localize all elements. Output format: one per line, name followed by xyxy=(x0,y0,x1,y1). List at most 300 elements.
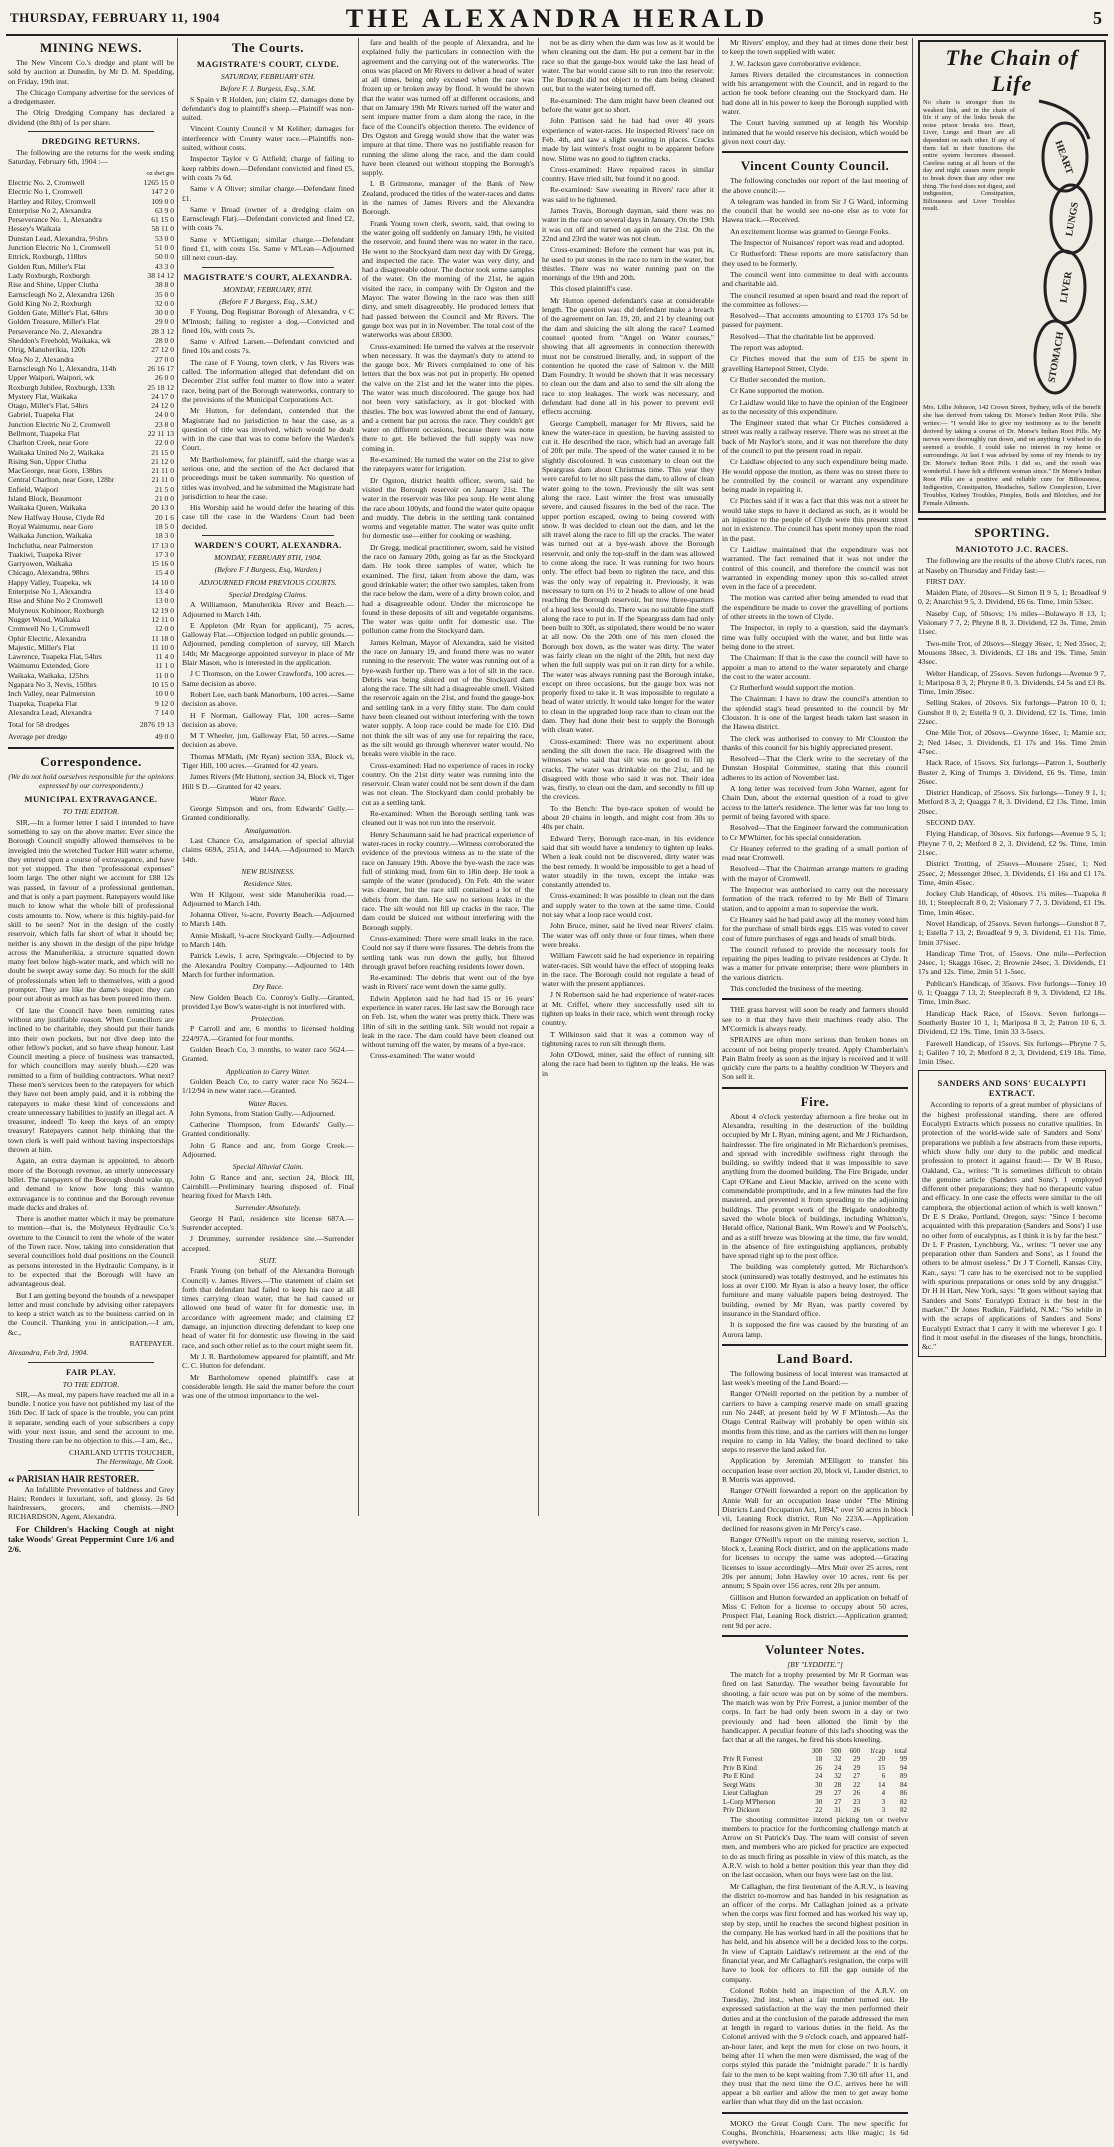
fire-heading: Fire. xyxy=(800,1093,830,1109)
score-cell: 32 xyxy=(834,1755,842,1763)
court-cases xyxy=(182,1173,354,1201)
dredge-yield: 26 0 0 xyxy=(155,373,174,383)
returns-units: oz dwt grs xyxy=(146,169,174,177)
article-paragraph: One Mile Trot, of 20sovs—Gwynne 16sec, 1; Mamie scr, 2; Ned 14sec, 3. Dividends, £1 17s and 16s. Time 2min 47sec. xyxy=(918,728,1106,756)
court-bench: (Before F J Burgess, Esq., S.M.) xyxy=(219,296,317,306)
council-report xyxy=(722,176,908,993)
column-rule xyxy=(358,38,359,1516)
article-paragraph: But I am getting beyond the bounds of a newspaper letter and must conclude by advising other ratepayers to keep a strict watch as to the business carried on in the Council. Thanking you in anticipation.—I am, &c., xyxy=(8,1290,174,1337)
dredge-yield: 11 18 0 xyxy=(151,633,174,643)
article-paragraph: Cross-examined: It was possible to clean out the dam and supply water to the town at the same time. Could not say what a loop race would cost. xyxy=(542,891,714,920)
article-paragraph: Cross-examined: Before the cement bar was put in, he used to put stones in the race to turn in the water, but thistles. There was no water running past on the mornings of the 19th and 20th. xyxy=(542,245,714,283)
dredge-return-row xyxy=(8,615,174,624)
article-paragraph: FIRST DAY. xyxy=(926,576,966,586)
article-paragraph: Application by Jeremiah M'Elligott to transfer his occupation lease over section 20, block vi, Lauder district, to R Morris was approved. xyxy=(722,1456,908,1485)
article-paragraph: Farewell Handicap, of 15sovs. Six furlongs—Phryne 7 5, 1; Galileo 7 10, 2; Metford 8 2, 3, Dividend, £19 18s. Time, 1min 19sec. xyxy=(918,1038,1106,1067)
ad-side-text: No chain is stronger than its weakest link, and in the chain of life if any of the links break the noise prison breaks too. Heart, Liver, Lungs and Heart are all dependent on each other. If any of them fail in their functions the entire system becomes diseased. Careless eating at all hours of the day and night causes more people to break down than any other one thing. The food does not digest, and indigestion, Constipation, Biliousness and Liver Troubles result. xyxy=(923,99,1015,213)
article-paragraph: The Chicago Company advertise for the services of a dredgemaster. xyxy=(8,87,174,107)
divider xyxy=(28,1362,154,1363)
article-paragraph: E Appleton (Mr Ryan for applicant), 75 acres, Galloway Flat.—Objection lodged on public grounds.—Adjourned, pending completion of survey, till March 14th; Mr Macgeorge appointed surveyor in place of Mr Blair Mason, who is interested in the application. xyxy=(182,620,354,668)
dredge-yield: 24 0 0 xyxy=(155,410,174,420)
dredge-name: Otago, Miller's Flat, 54hrs xyxy=(8,401,89,411)
article-paragraph: Handicap Hack Race, of 15sovs. Seven furlongs—Southerly Buster 10 1, 1; Mariposa 8 3, 2; Patron 10 6, 3. Dividend, £2 19s. Time, 1min 33 3-5secs. xyxy=(918,1008,1106,1037)
score-cell: 89 xyxy=(900,1772,907,1780)
subheading: Application to Carry Water. xyxy=(225,1066,311,1076)
article-paragraph: Re-examined: He turned the water on the 21st to give the ratepayers water for irrigation. xyxy=(362,455,534,474)
article-paragraph: Henry Schaumann said he had practical experience of water-races in rocky country.—Witness corroborated the evidence of the previous witness as to the state of the race on January 19th. Above the bye-wash the race was full of stinking mud, from 6in to 18in deep. He took a sample of the water (produced). On Feb. 4th the water was cleaner, but the race still contained a lot of the debris from the dam. He saw no serious leaks in the race. The silt would not fill up cracks in the race. The dam could be sluiced out without interfering with the Borough supply. xyxy=(362,829,534,932)
dredge-return-row xyxy=(8,652,174,661)
score-cell: 4 xyxy=(881,1789,886,1797)
dredge-name: Perseverance No. 2, Alexandra xyxy=(8,326,102,336)
dredge-yield: 21 15 0 xyxy=(151,447,174,457)
article-paragraph: Mr Callaghan, the first lieutenant of the A.R.V., is leaving the district to-morrow and has handed in his resignation as an officer of the corps. Mr Callaghan joined as a private when the corps was first formed and has worked his way up, step by step, until he reaches the second highest position in the company. He has worked hard in all the positions that he has held, and his absence will be a decided loss to the corps. In view of Captain Laidlaw's retirement at the end of the financial year, and Mr Callaghan's resignation, the corps will have to look for officers to fill the gap outside of the company. xyxy=(722,1881,908,1984)
article-paragraph: Cr Pitches moved that the sum of £15 be spent in gravelling Hartepool Street, Clyde. xyxy=(722,354,908,373)
dredge-return-row xyxy=(8,215,174,224)
article-paragraph: Publican's Handicap, of 35sovs. Five furlongs—Toney 10 0, 1; Quagga 7 13, 2; Steeplecraft 8 9, 3. Dividend, £2 18s. Time, 1min 8sec. xyxy=(918,978,1106,1007)
dredge-name: Island Block, Beaumont xyxy=(8,494,82,504)
article-paragraph: George Campbell, manager for Mr Rivers, said he knew the water-race in question, he having assisted to cut it. He described the race, which had an average fall of 20ft per mile. The speed of the water caused it to be slightly discoloured. It was customary to clean out the Speargrass dam about Christmas time. This year they were careful to let no silt pass the dam, to allow of clean water going to the town. Previously the silt was sent along the race. Last winter the frost was unusually severe, and caused fissures in the bed of the race. The upper portion escaped, owing to being covered with snow. It was decided to clean out the dam, and let the silt travel along the race to fill up the cracks. The water was turned out at a bye-wash above the Borough reservoir, and only the top-stuff in the dam was allowed to come along the race. It was running for two hours only. The effect had been to tighten the race, and this was the only way of repairing it. Previously, it was necessary to turn on 1½ to 2 heads to allow of one head reaching the Borough reservoir, but now three-quarters of a head less would do. There was no suitable fine stuff along the race to put in. If the Speargrass dam had only been built to 30ft, as stipulated, there would be no water at all now. On the 20th one of his men closed the Borough box down, as the water was dirty. The water was fairly clean on the night of the 20th, but next day when the full supply was put on it ran dirty for a while. The water was always running past the Borough intake, except on three occasions, but the gauge box was not properly fixed to take it. It was impossible to regulate a head of water strictly. It would take longer for the water to clean in the upgraded loop race than to clean out the dam. They had done their best to supply the Borough with clean water. xyxy=(542,418,714,735)
dredge-yield: 10 15 0 xyxy=(151,680,174,689)
dredge-yield: 17 13 0 xyxy=(151,540,174,550)
dredge-yield: 27 0 0 xyxy=(155,354,174,364)
dredge-return-row xyxy=(8,364,174,373)
ad-initial: “ xyxy=(8,1474,15,1490)
dredge-name: Rise and Shine No 2 Cromwell xyxy=(8,596,103,606)
dredge-return-row xyxy=(8,578,174,587)
dredge-return-row xyxy=(8,290,174,299)
dredge-name: Waikaka Queen, Waikaka xyxy=(8,503,87,513)
article-paragraph: Mr Bartholomew, for plaintiff, said the charge was a serious one, and the section of the Act declared that proceedings must be taken summarily. No question of titles was involved, and he submitted the Magistrate had jurisdiction to hear the case. xyxy=(182,454,354,501)
dredge-return-row xyxy=(8,624,174,633)
article-paragraph: Naseby Cup, of 50sovs; 1¾ miles—Bulawayo 8 13, 1; Visionary 7 7, 2; Phryne 8 8, 3. Dividend, £2 3s. Time, 2min 11sec. xyxy=(918,608,1106,637)
dredge-return-row xyxy=(8,355,174,364)
article-paragraph: Last Chance Co, amalgamation of special alluvial claims 669A, 251A, and 144A.—Adjourned to March 14th. xyxy=(182,836,354,864)
article-paragraph: The council refused to provide the necessary tools for repairing the pipes leading to private residences at Clyde. It was a matter for private enterprise; there were plumbers in the various districts. xyxy=(722,944,908,982)
dredge-name: Perseverance No. 1, Alexandra xyxy=(8,215,102,225)
article-paragraph: Robert Lee, each bank Manorburn, 100 acres.—Same decision as above. xyxy=(182,689,354,709)
court-report-continued xyxy=(542,38,714,1078)
article-paragraph: fare and health of the people of Alexandra, and he explained fully the particulars in connection with the agreement and the carrying out of the waterworks. The onus was placed on Mr Rivers to deliver a head of water at all times, being only excused when the race was frozen up or broken away by flood. It would be shown that the water was turned off at different occasions, and that on January 19th Mr Rivers turned off the water and sent impure matter from a dam along the race, in the face of the Council's objection thereto. The evidence of Drs Ogston and Gregg would show that the water was impure at that time. There was no justifiable reason for running the slime along the race, and the dam could have been cleaned out without stopping the Borough's supply. xyxy=(362,38,534,178)
score-row xyxy=(722,1747,908,1756)
score-cell: 29 xyxy=(853,1755,861,1763)
dredge-return-row xyxy=(8,671,174,680)
article-paragraph: Inspector Taylor v G Attfield; charge of failing to keep rabbits down.—Defendant convicted and fined £5, with costs 7s 6d. xyxy=(182,154,354,182)
article-paragraph: Resolved—That the Chairman arrange matters re grading with the mayor of Cromwell. xyxy=(722,864,908,883)
ad-title: The Chain of Life xyxy=(945,45,1079,96)
article-paragraph: Cr Kane supported the motion. xyxy=(730,386,824,396)
dredge-name: Sheddon's Freehold, Waikaka, wk xyxy=(8,336,111,346)
dredge-name: New Halfway House, Clyde Rd xyxy=(8,512,105,522)
score-cell: 29 xyxy=(853,1763,861,1772)
article-paragraph: P Carroll and anr, 6 months to licensed holding 224/97A.—Granted for four months. xyxy=(182,1024,354,1043)
dredge-return-row xyxy=(8,345,174,354)
article-paragraph: J. W. Jackson gave corroborative evidence. xyxy=(730,58,861,68)
dredge-yield: 147 2 0 xyxy=(151,187,174,197)
article-paragraph: Thomas M'Math, (Mr Ryan) section 33A, Block vi, Tiger Hill, 100 acres.—Granted for 42 years. xyxy=(182,751,354,770)
masthead xyxy=(6,4,1108,36)
article-paragraph: Wm H Kilgour, west side Manuherikia road.—Adjourned to March 14th. xyxy=(182,889,354,908)
score-cell: Sergt Watts xyxy=(723,1780,756,1789)
dredge-return-row xyxy=(8,661,174,670)
dredge-name: Enterprise No 1, Alexandra xyxy=(8,587,92,597)
dredge-return-row xyxy=(8,401,174,410)
column-2 xyxy=(182,38,354,1516)
dredge-name: Cromwell No 1, Cromwell xyxy=(8,624,90,634)
article-paragraph: Cr Heaney said he had paid away all the money voted him for the purchase of small birds eggs. £15 was voted to cover cost of future purchases of eggs and heads of small birds. xyxy=(722,914,908,943)
court-bench: (Before F J Burgess, Esq, Warden.) xyxy=(214,565,322,575)
dredge-return-row xyxy=(8,587,174,596)
dredge-return-row xyxy=(8,252,174,261)
total-label: Total for 58 dredges xyxy=(8,720,70,730)
dredge-name: Royal Waimumu, near Gore xyxy=(8,521,94,531)
subheading: Residence Sites. xyxy=(243,879,293,889)
dredge-return-row xyxy=(8,494,174,503)
dredge-return-row xyxy=(8,503,174,512)
dredge-name: Hartley and Riley, Cromwell xyxy=(8,196,96,206)
article-paragraph: This closed plaintiff's case. xyxy=(550,284,633,294)
dredge-yield: 24 17 0 xyxy=(151,391,174,401)
court-cases xyxy=(182,95,354,263)
land-board-report xyxy=(722,1369,908,1630)
court-cases xyxy=(182,993,354,1012)
divider xyxy=(202,535,334,536)
article-paragraph: Edwin Appleton said he had had 15 or 16 years' experience in water races. He last saw the Borough race on Feb. 1st, when the water was pretty thick. There was 18in of silt in the settling tank. Silt would not repair a leak in the race. The dam could have been cleaned out without turning off the water, by means of a bye-race. xyxy=(362,993,534,1050)
article-paragraph: S Spain v R Holden, jun; claim £2, damages done by defendant's dog to plaintiff's sheep.—Plaintiff was non-suited. xyxy=(182,94,354,123)
dredge-name: Junction Electric No 1, Cromwell xyxy=(8,243,111,253)
article-paragraph: The Olrig Dredging Company has declared a dividend (the 8th) of 1s per share. xyxy=(8,108,174,127)
score-cell: 30 xyxy=(815,1797,823,1806)
dredge-name: Majestic, Miller's Flat xyxy=(8,642,75,652)
dredge-yield: 24 12 0 xyxy=(151,401,174,411)
article-paragraph: Golden Beach Co, to carry water race No 5624—1/12/94 in new water race.—Granted. xyxy=(182,1076,354,1096)
article-paragraph: His Worship said he would defer the hearing of this case till the case in the Wardens Court had been decided. xyxy=(182,503,354,531)
dredge-return-row xyxy=(8,689,174,698)
average-value: 49 0 0 xyxy=(155,732,174,742)
article-paragraph: James Kelman, Mayor of Alexandra, said he visited the race on January 19, and found there was no water running to the reservoir. The water was running out of a bye-wash further up. There was a lot of silt in the race. Debris was being sluiced out of the Stockyard dam along the race. The silt had a disagreeable smell. Visited the reservoir again on the 21st, and found the gauge-box and settling tank in a very filthy state. The dam could have been cleaned out without interfering with the town water supply. A loop race could be made for £10. Did not think the silt was of any use for repairing the race, as the silt would go through wherever water would. No breaks were visible in the race. xyxy=(362,637,534,759)
court-date: MONDAY, FEBRUARY 8TH, 1904. xyxy=(214,553,322,563)
article-paragraph: The match for a trophy presented by Mr R Gorman was fired on last Saturday. The weather being favourable for shooting, a fair score was put on by some of the members. The match was won by Priv Forrest, a junior member of the corps. In fact he had only been sworn in a day or two previously and had been allotted the limit by the handicapper. A peculiar feature of this lad's shooting was the fact that at all the ranges, he fired his shots kneeling. xyxy=(722,1670,908,1745)
dredge-yield: 63 9 0 xyxy=(155,205,174,215)
byline: [BY "LYDDITE."] xyxy=(787,1659,843,1669)
letter-place: Alexandra, Feb 3rd, 1904. xyxy=(8,1348,89,1358)
dredge-name: Bellmont, Tuapeka Flat xyxy=(8,428,80,438)
subheading: Protection. xyxy=(251,1014,285,1024)
score-cell: Pte E Kind xyxy=(723,1772,754,1780)
article-paragraph: Johanna Oliver, ¼-acre, Poverty Beach.—Adjourned to March 14th. xyxy=(182,910,354,929)
article-paragraph: There is another matter which it may be premature to mention—that is, the Molyneux Hydraulic Co.'s overture to the Council to rent the whole of the water of the Town race. Now, taking into consideration that several councillors hold dual positions on the Council as persons interested in the Hydraulic Company, is it to be expected that the Borough will have an advantageous deal. xyxy=(8,1214,174,1289)
divider xyxy=(28,131,154,132)
dredge-yield: 14 10 0 xyxy=(151,577,174,587)
dredge-name: Olrig, Manuherikia, 120h xyxy=(8,345,86,355)
court-heading: WARDEN'S COURT, ALEXANDRA. xyxy=(194,540,342,551)
dredge-yield: 28 3 12 xyxy=(151,326,174,336)
dredge-name: Enterprise No 2, Alexandra xyxy=(8,205,92,215)
score-cell: Priv B Kind xyxy=(723,1763,757,1772)
score-cell: 84 xyxy=(900,1780,907,1789)
article-paragraph: District Handicap, of 25sovs. Six furlongs—Toney 9 1, 1; Metford 8 3, 2; Quagga 7 8, 3. Dividend, £2 13s. Time, 1min 20sec. xyxy=(918,788,1106,816)
subheading: Amalgamation. xyxy=(244,825,292,835)
letter-heading: FAIR PLAY. xyxy=(66,1366,116,1377)
article-paragraph: Mr Rivers' employ, and they had at times done their best to keep the town supplied with water. xyxy=(722,38,908,57)
article-paragraph: Cr Laidlaw maintained that the expenditure was not warranted. The fact remained that it was not under the control of this council, and therefore the council was not warranted in expending money upon this so-called street even in the face of a precedent. xyxy=(722,544,908,592)
article-paragraph: SPRAINS are often more serious than broken bones on account of not being properly treated. Apply Chamberlain's Pain Balm freely as soon as the injury is received and it will quickly cure the parts to a healthy condition W Theyers and Son sell it. xyxy=(722,1035,908,1082)
dredge-name: Mystery Flat, Waikaka xyxy=(8,391,78,401)
article-paragraph: An excitement license was granted to George Fooks. xyxy=(730,226,891,236)
dredge-name: Happy Valley, Tuapeka, wk xyxy=(8,577,92,587)
dredge-name: Central Charlton, near Gore, 128hr xyxy=(8,475,115,485)
chain-link-label: LIVER xyxy=(1058,270,1075,304)
dredge-name: Earnscleugh No 2, Alexandra 126h xyxy=(8,289,115,299)
dredge-name: Waikaka United No 2, Waikaka xyxy=(8,447,104,457)
dredge-yield: 13 0 0 xyxy=(155,596,174,606)
score-row xyxy=(722,1806,908,1815)
article-paragraph: George Simpson and ors, from Edwards' Gully.—Granted conditionally. xyxy=(182,804,354,823)
score-cell: 22 xyxy=(815,1806,823,1814)
dredge-name: Gold King No 2, Roxburgh xyxy=(8,298,92,308)
article-paragraph: John Symons, from Station Gully.—Adjourned. xyxy=(190,1108,336,1118)
article-paragraph: Welter Handicap, of 25sovs. Seven furlongs—Avenue 9 7, 1; Mariposa 8 3, 2; Phryne 8 0, 3. Dividends, £4 5s and £3 8s. Time, 1min 39sec. xyxy=(918,668,1106,697)
article-paragraph: The Inspector was authorised to carry out the necessary formation of the track referred to by Mr Bell of Timaru station, and to appoint a man to supervise the work. xyxy=(722,885,908,913)
article-paragraph: Cross-examined: There were small leaks in the race. Could not say if there were fissures. The debris from the settling tank was run down the gully, but filtered through gravel before reaching residents lower down. xyxy=(362,933,534,971)
article-paragraph: The clerk was authorised to convey to Mr Clouston the thanks of this council for his highly appreciated present. xyxy=(722,733,908,752)
article-paragraph: not be as dirty when the dam was low as it would be when cleaning out the dam. He put a cement bar in the race so that the gauge-box would take the last head of water. The bar would cause silt to run into the reservoir. The Borough did not object to the dam being cleaned out, but to the water being turned off. xyxy=(542,38,714,94)
dredge-yield: 50 0 0 xyxy=(155,252,174,262)
article-paragraph: Re-examined: The dam might have been cleaned out before the water got so short. xyxy=(542,95,714,115)
dredge-yield: 11 1 0 xyxy=(155,661,174,671)
dredge-return-row xyxy=(8,513,174,522)
article-paragraph: The New Vincent Co.'s dredge and plant will be sold by auction at Dunedin, by Mr D. M. Spedding, on Friday, 19th inst. xyxy=(8,58,174,86)
score-cell: 22 xyxy=(853,1780,861,1789)
returns-total xyxy=(8,720,174,729)
dredge-return-row xyxy=(8,438,174,447)
advertisement-hair-restorer xyxy=(8,1475,174,1521)
dredge-return-row xyxy=(8,336,174,345)
dredge-return-row xyxy=(8,643,174,652)
court-cases xyxy=(182,1077,354,1096)
dredge-return-row xyxy=(8,197,174,206)
article-paragraph: Resolved—That the charitable list be approved. xyxy=(730,331,876,341)
dredge-yield: 22 11 13 xyxy=(147,428,174,438)
dredge-yield: 109 0 0 xyxy=(151,196,174,206)
dredge-yield: 35 0 0 xyxy=(155,289,174,299)
article-paragraph: Again, an extra dayman is appointed, to absorb more of the Borough revenue, an utterly unnecessary billet. The ratepayers of the Borough should wake up, and demand to know how long this wanton extravagance is to continue and the Borough revenue made ducks and drakes of. xyxy=(8,1156,174,1212)
dredge-yield: 9 12 0 xyxy=(155,698,174,708)
divider xyxy=(722,1635,908,1637)
score-row xyxy=(722,1781,908,1790)
subheading: Special Dredging Claims. xyxy=(228,589,308,599)
dredge-yield: 38 14 12 xyxy=(147,270,174,280)
dredge-yield: 21 11 0 xyxy=(151,466,174,476)
article-paragraph: Annie Miskall, ¼-acre Stockyard Gully.—Adjourned to March 14th. xyxy=(182,930,354,950)
article-paragraph: Re-examined: When the Borough settling tank was cleaned out it was not run into the reservoir. xyxy=(362,809,534,828)
dredge-name: Enfield, Waipori xyxy=(8,484,59,494)
column-rule xyxy=(538,38,539,1516)
dredge-yield: 30 0 0 xyxy=(155,308,174,318)
dredge-return-row xyxy=(8,531,174,540)
dredge-name: Upper Waipori, Waipori, wk xyxy=(8,373,95,383)
dredge-name: Chicago, Alexandra, 98hrs xyxy=(8,568,89,578)
article-paragraph: New Golden Beach Co. Conroy's Gully.—Granted, provided Lye Bow's water-right is not interfered with. xyxy=(182,992,354,1011)
score-cell: Priv Dickson xyxy=(723,1806,760,1814)
court-cases xyxy=(182,1109,354,1159)
article-paragraph: District Trotting, of 25sovs—Mousere 25sec, 1; Ned 25sec, 2; Messenger 20sec, 3. Dividends, £1 16s and £1 17s. Time, 4min 45sec. xyxy=(918,859,1106,887)
article-paragraph: Mr Hutton, for defendant, contended that the Magistrate had no jurisdiction to hear the case, as a question of title was involved, which would be dealt with in the case that was to come before the Warden's Court. xyxy=(182,406,354,453)
dredge-name: Golden Gate, Miller's Flat, 64hrs xyxy=(8,308,109,318)
dredge-return-row xyxy=(8,308,174,317)
score-row xyxy=(722,1789,908,1798)
subheading: Water Race. xyxy=(249,793,287,803)
score-cell: 24 xyxy=(834,1763,842,1772)
column-3 xyxy=(362,38,534,1516)
race-meeting-heading: MANIOTOTO J.C. RACES. xyxy=(955,544,1069,555)
divider xyxy=(722,998,908,1000)
article-paragraph: Dr Gregg, medical practitioner, sworn, said he visited the race on January 20th, going as far as the Stockyard dam. He took three samples of water, which he examined. The first, taken from above the dam, was good drinkable water; the other two samples, taken from the race below the dam, were of a dirty brown color, and had a disagreeable odour. Under the microscope he found in these deposits of silt and vegetable organisms. The water was quite unfit for domestic use. The pollution came from the Stockyard dam. xyxy=(362,542,534,636)
court-report-conclusion xyxy=(722,38,908,146)
dredge-return-row xyxy=(8,606,174,615)
ad-title: PARISIAN HAIR RESTORER. xyxy=(16,1474,139,1485)
dredge-name: Waikaka Junction, Waikaka xyxy=(8,531,93,541)
average-label: Average per dredge xyxy=(8,732,68,742)
article-paragraph: About 4 o'clock yesterday afternoon a fire broke out in Alexandra, resulting in the destruction of the building occupied by Mr L Ryan, mining agent, and Mr J Richardson, hairdresser. The fire originated in Mr Richardson's premises, and spread with incredible swiftness right through the building, so swiftly indeed that it was impossible to save anything from the doomed building. The Fire Brigade, under Capt O'Kane and Lieut Mackie, arrived on the scene with commendable promptitude, and in a few minutes had the fire mastered, and prevented it from spreading to the adjoining buildings. The prompt work of the Brigade undoubtedly saved the whole block of buildings, including Whitton's, Herald office, National Bank, Wm Rowe's and W Poolsch's, and as a stiff breeze was blowing at the time, the fire would, in the absence of fire extinguishing appliances, probably have spread right up to the post office. xyxy=(722,1111,908,1261)
chain-link-label: STOMACH xyxy=(1046,330,1067,384)
article-paragraph: THE grass harvest will soon be ready and farmers should see to it that they have their machines ready also. The M'Cormick is always ready. xyxy=(722,1005,908,1033)
article-paragraph: James Travis, Borough dayman, said there was no water in the race on several days in January. On the 19th it was cut off and turned on again on the 21st. On the 22nd and 23rd the water was not clean. xyxy=(542,206,714,243)
article-paragraph: Selling Stakes, of 20sovs. Six furlongs—Patron 10 0, 1; Gunshot 8 0, 2; Estella 9 0, 3. Dividend, £2 1s. Time, 1min 22sec. xyxy=(918,698,1106,727)
subheading: SUIT. xyxy=(259,1255,277,1265)
vincent-county-council-heading: Vincent County Council. xyxy=(740,158,890,174)
volunteer-report xyxy=(722,1670,908,1744)
article-paragraph: To the Bench: The bye-race spoken of would be about 20 chains in length, and might cost from 30s to 40s per chain. xyxy=(542,803,714,832)
score-row xyxy=(722,1772,908,1781)
article-paragraph: The council resumed at open board and read the report of the committee as follows:— xyxy=(722,290,908,309)
divider xyxy=(722,1087,908,1089)
article-paragraph: This concluded the business of the meeting. xyxy=(730,984,864,994)
article-paragraph: Frank Young town clerk, sworn, said, that owing to the water going off suddenly on January 19th, he visited the reservoir, and found there was no water in the race. He went to the Stockyard dam next day with Dr Gregg, and inspected the race. The water was very dirty, and had a disagreeable odour. The doctor took some samples of the water. On the morning of the 21st, he again visited the race, in company with Dr Ogston and the Mayor. The water flowing in the race was then still dirty, and smelt disagreeably. He produced letters that had passed between the Council and Mr Rivers. The gauge box was put in in November. The total cost of the waterworks was about £8300. xyxy=(362,218,534,340)
article-paragraph: Resolved—That the Clerk write to the secretary of the Dunstan Hospital Committee, stating that this council adheres to its action of November last. xyxy=(722,754,908,782)
dredge-return-row xyxy=(8,299,174,308)
dredge-name: Alexandra Lead, Alexandra xyxy=(8,707,92,717)
letter-salutation: TO THE EDITOR. xyxy=(62,1379,120,1389)
article-paragraph: Hack Race, of 15sovs. Six furlongs—Patron 1, Southerly Buster 2, King of Trumps 3. Dividend, £6 9s. Time, 1min 26sec. xyxy=(918,758,1106,786)
eucalypti-advertisement xyxy=(918,1070,1106,1357)
article-paragraph: Cr Heaney referred to the grading of a small portion of road near Cromwell. xyxy=(722,843,908,863)
score-cell: 27 xyxy=(853,1772,861,1780)
court-cases xyxy=(182,307,354,531)
dredge-yield: 21 12 0 xyxy=(151,456,174,466)
subheading: Dry Race. xyxy=(252,982,284,992)
dredge-name: Gabriel, Tuapeka Flat xyxy=(8,410,75,420)
chain-illustration xyxy=(1019,99,1105,401)
divider xyxy=(722,1344,908,1346)
score-cell: 26 xyxy=(853,1806,861,1814)
dredge-name: Tuakiwi, Tuapeka River xyxy=(8,549,82,559)
court-heading: MAGISTRATE'S COURT, ALEXANDRA. xyxy=(183,271,353,282)
article-paragraph: The Chairman: I have to draw the council's attention to the splendid stag's head presented to the council by Mr Clouston. It is one of the largest heads taken last season in the Hawea district. xyxy=(722,694,908,732)
court-heading: MAGISTRATE'S COURT, CLYDE. xyxy=(196,59,340,69)
court-bench: Before F. J. Burgess, Esq., S.M. xyxy=(220,84,316,94)
article-paragraph: Resolved—That accounts amounting to £1703 17s 5d be passed for payment. xyxy=(722,311,908,330)
subheading: Special Alluvial Claim. xyxy=(232,1162,304,1172)
dredge-return-row xyxy=(8,568,174,577)
article-paragraph: The following concludes our report of the last meeting of the above council:— xyxy=(722,176,908,195)
article-paragraph: James Rivers (Mr Hutton), section 34, Block vi, Tiger Hill S D.—Granted for 42 years. xyxy=(182,772,354,791)
dredge-return-row xyxy=(8,448,174,457)
article-paragraph: Dr Ogston, district health officer, sworn, said he visited the Borough reservoir on January 21st. The water in the reservoir was like pea soup. He went along the race about 100yds, and found the water quite opaque and muddy. The debris in the settling tank contained worms and vegetable matter. The water was quite unfit for domestic use—either for cooking or washing. xyxy=(362,475,534,541)
divider xyxy=(202,267,334,268)
dredge-name: Waimumu Extended, Gore xyxy=(8,661,89,671)
article-paragraph: Ranger O'Neill's report on the mining reserve, section 1, block x, Leaning Rock district, and on the applications made for licenses to occupy the same was adopted.—Grazing licenses to issue accordingly—Mrs Muir over 25 acres, rent 20s per annum; John Hawley over 10 acres, rent 6s per annum; S Spain over 156 acres, rent 20s per annum. xyxy=(722,1534,908,1591)
score-cell: 27 xyxy=(834,1789,842,1797)
dredge-name: Golden Run, Miller's Flat xyxy=(8,261,86,271)
score-cell: 20 xyxy=(878,1755,886,1763)
dredge-yield: 10 0 0 xyxy=(155,689,174,699)
dredge-name: Roxburgh Jubilee, Roxburgh, 133h xyxy=(8,382,115,392)
dredge-return-row xyxy=(8,187,174,196)
score-cell: 14 xyxy=(878,1780,886,1789)
sporting-heading: SPORTING. xyxy=(974,525,1050,541)
dredge-name: Tuapeka, Tuapeka Flat xyxy=(8,698,78,708)
column-4 xyxy=(542,38,714,1516)
dredge-name: Lawrence, Tuapeka Flat, 54hrs xyxy=(8,652,102,662)
dredge-name: MacGeorge, near Gore, 138hrs xyxy=(8,466,103,476)
article-paragraph: The Court having summed up at length his Worship intimated that he would reserve his decision, which would be given next court day. xyxy=(722,118,909,146)
article-paragraph: L B Grimstone, manager of the Bank of New Zealand, produced the titles of the water-races and dams in the names of James Rivers and the Alexandra Borough. xyxy=(362,179,534,217)
dredge-yield: 29 0 0 xyxy=(155,317,174,327)
article-paragraph: William Fawcett said he had experience in repairing water-races. Silt would have the effect of stopping leaks in the race. The Borough could not regulate a head of water with the present appliances. xyxy=(542,951,714,989)
letter-heading: MUNICIPAL EXTRAVAGANCE. xyxy=(24,794,158,805)
article-paragraph: SIR,—In a former letter I said I intended to have something to say on the above matter. Ever since the Borough Council stupidly allowed themselves to be inveigled into the wretched Tucker Hill water scheme, they entered upon a course of extravagance, and have not yet stopped. The then "professional expenses" loom large. The other night we account for £88 12s was passed, in favour of a professional gentleman, and that is only a part payment. Ratepayers would like much to know what the whole bill of professional costs amounts to. Now, where is this highly-paid-for skill to be seen? Not in the design of the costly reservoir, which falls far short of what it should be; neither is any shown in the design of the pipe bridge across the Manuherikia, a structure squatted down many feet below high-water mark, and which will no doubt be swept away some day. So much for the skill of professionals when left to themselves, with a good prompter. They are like the dame's teapot: they can pour out about as much as has been poured into them. xyxy=(8,817,174,1004)
column-1 xyxy=(8,38,174,1554)
court-date: SATURDAY, FEBRUARY 6TH. xyxy=(220,72,316,81)
article-paragraph: Patrick Lewis, 1 acre, Springvale.—Objected to by the Alexandra Poultry Company.—Adjourned to 14th March for further information. xyxy=(182,951,354,979)
article-paragraph: Same v Broad (owner of a dredging claim on Earnscleugh Flat).—Defendant convicted and fined £2, with costs 7s. xyxy=(182,204,354,233)
dredge-yield: 11 4 0 xyxy=(155,652,174,662)
article-paragraph: Ranger O'Neill reported on the petition by a number of carriers to have a camping reserve made on small grazing run No 244F, at present held by W F M'Intosh.—As the Otago Central Railway will probably be open within six months from this time, and as the carriers will then no longer require to camp in Ida Valley, the board declined to take steps to reserve the land asked for. xyxy=(722,1389,908,1455)
ad-title: SANDERS AND SONS' EUCALYPTI EXTRACT. xyxy=(937,1078,1087,1099)
dredge-name: Garryowen, Waikaka xyxy=(8,559,73,569)
article-paragraph: John G Rance and anr, section 24, Block III, Cairnhill.—Preliminary hearing disposed of. Final hearing fixed for March 14th. xyxy=(182,1172,354,1201)
article-paragraph: The Inspector of Nuisances' report was read and adopted. xyxy=(730,238,905,248)
dredge-return-row xyxy=(8,429,174,438)
article-paragraph: F Young, Dog Registrar Borough of Alexandra, v C M'Intosh; failing to register a dog.—Convicted and fined 10s, with costs 7s. xyxy=(182,307,354,335)
article-paragraph: A Williamson, Manuherikia River and Beach.—Adjourned to March 14th. xyxy=(182,600,354,619)
article-paragraph: John O'Dowd, miner, said the effect of running silt along the race had been to tighten up the leaks. He was in xyxy=(542,1050,714,1078)
ad-body xyxy=(923,99,1101,401)
score-cell: 3 xyxy=(881,1806,886,1814)
letter-salutation: TO THE EDITOR. xyxy=(62,807,120,817)
score-cell: 300 xyxy=(811,1746,823,1755)
dredging-returns-heading: DREDGING RETURNS. xyxy=(41,136,141,147)
dredge-yield: 20 13 0 xyxy=(151,503,174,513)
article-paragraph: Same v M'Gettigan; similar charge.—Defendant fined £1, with costs 15s. Same v M'Lean—Adjourned till next court-day. xyxy=(182,234,354,263)
article-paragraph: SECOND DAY. xyxy=(926,818,975,828)
article-paragraph: SIR,—As meal, my papers have reached me all in a bundle. I notice you have not published my last of the 16th Dec. If lack of space is the trouble, you can print it separate, sending each of your subscribers a copy with your next issue, and send the account to me. Trusting there can be no objection to this.—I am, &c., xyxy=(8,1389,174,1446)
score-cell: h'cap xyxy=(870,1746,886,1755)
dredge-return-row xyxy=(8,317,174,326)
dredge-yield: 17 3 0 xyxy=(155,549,174,559)
dredge-return-row xyxy=(8,178,174,187)
dredge-name: Molyneux Kohinoor, Roxburgh xyxy=(8,605,104,615)
dredge-return-row xyxy=(8,243,174,252)
dredge-return-row xyxy=(8,559,174,568)
article-paragraph: Handicap Time Trot, of 15sovs. One mile—Perfection 24sec, 1; Skaggs 16sec, 2; Brownie 24sec, 3. Dividends, £1 17s and 12s. Time, 2min 51 1-5sec. xyxy=(918,948,1106,977)
shooting-scores-table xyxy=(722,1747,908,1815)
dredge-name: Earnscleugh No 1, Alexandra, 114h xyxy=(8,363,117,373)
article-paragraph: Same v A Oliver; similar charge.—Defendant fined £1. xyxy=(182,184,354,203)
dredge-return-row xyxy=(8,373,174,382)
article-paragraph: Novel Handicap, of 25sovs. Seven furlongs—Gunshot 8 7, 1; Estella 7 13, 2; Broadleaf 9 9, 3. Dividend, £1 11s. Time, 1min 37¼sec. xyxy=(918,918,1106,947)
dredge-yield: 15 4 0 xyxy=(155,568,174,578)
